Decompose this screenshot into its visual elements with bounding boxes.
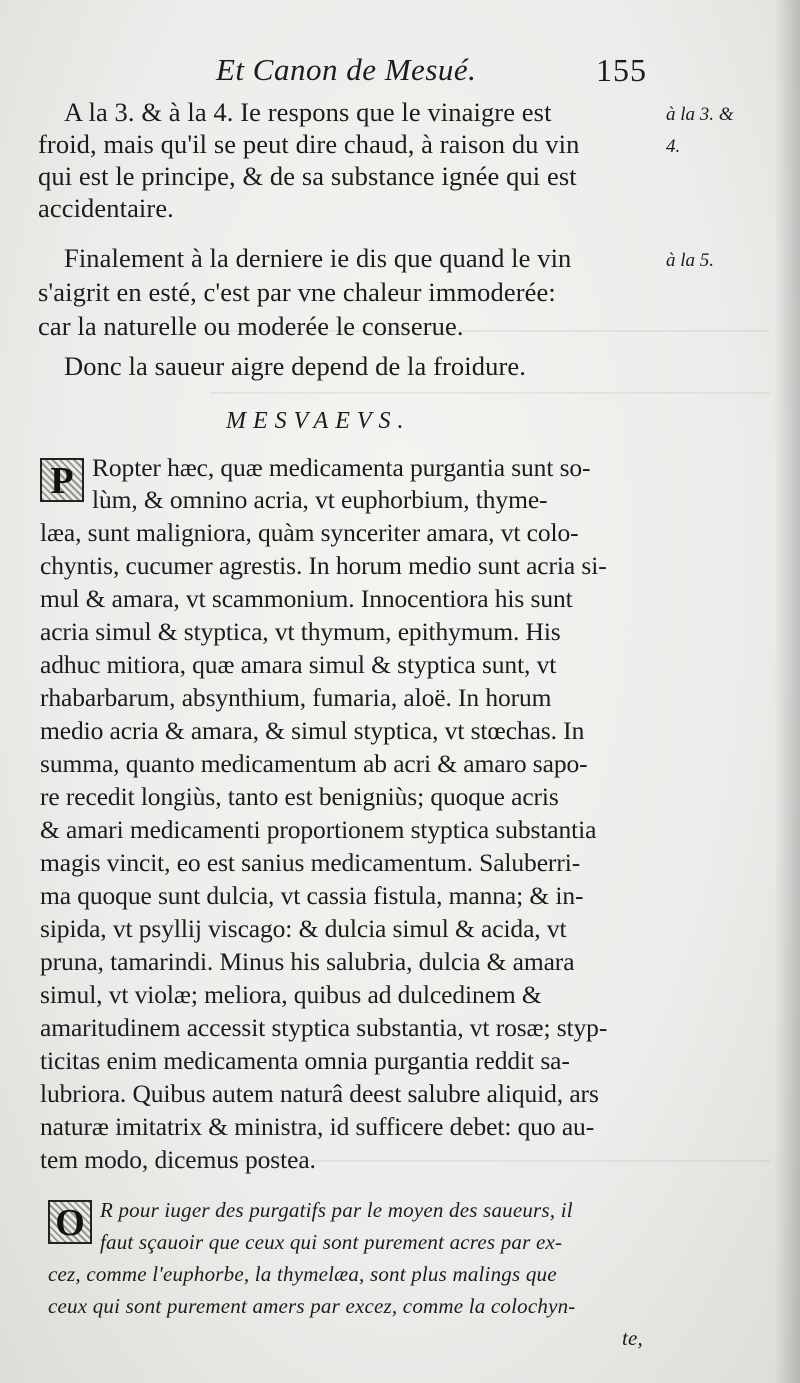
running-title: Et Canon de Mesué.	[216, 52, 477, 87]
text-line: re recedit longiùs, tanto est benigniùs; quoque acris	[40, 782, 559, 811]
page-edge-shadow	[774, 0, 800, 1383]
section-heading: MESVAEVS.	[226, 408, 411, 434]
text-line: sipida, vt psyllij viscago: & dulcia simul & acida, vt	[40, 914, 567, 943]
page-number: 155	[596, 52, 647, 88]
text-line: rhabarbarum, absynthium, fumaria, aloë. In horum	[40, 683, 552, 712]
text-line: ceux qui sont purement amers par excez, comme la colochyn-	[48, 1294, 576, 1318]
decorated-initial-letter: O	[50, 1202, 90, 1242]
text-line: ticitas enim medicamenta omnia purgantia reddit sa-	[40, 1046, 570, 1075]
text-line: naturæ imitatrix & ministra, id sufficere debet: quo au-	[40, 1112, 595, 1141]
text-line: lubriora. Quibus autem naturâ deest salubre aliquid, ars	[40, 1079, 599, 1108]
text-line: car la naturelle ou moderée le conserue.	[38, 311, 464, 341]
margin-note: à la 3. &	[666, 104, 734, 125]
show-through-mark	[210, 392, 770, 394]
text-line: læa, sunt maligniora, quàm synceriter amara, vt colo-	[40, 518, 579, 547]
decorated-initial	[48, 1200, 92, 1244]
text-line: amaritudinem accessit styptica substantia, vt rosæ; styp-	[40, 1013, 608, 1042]
text-line: chyntis, cucumer agrestis. In horum medio sunt acria si-	[40, 551, 607, 580]
running-header	[0, 48, 800, 88]
text-line: Finalement à la derniere ie dis que quand le vin	[64, 243, 572, 273]
margin-note: à la 5.	[666, 250, 715, 271]
text-line: A la 3. & à la 4. Ie respons que le vinaigre est	[64, 97, 552, 127]
text-line: faut sçauoir que ceux qui sont purement acres par ex-	[100, 1230, 563, 1254]
text-line: pruna, tamarindi. Minus his salubria, dulcia & amara	[40, 947, 575, 976]
text-line: R pour iuger des purgatifs par le moyen des saueurs, il	[100, 1198, 573, 1222]
text-line: mul & amara, vt scammonium. Innocentiora his sunt	[40, 584, 573, 613]
decorated-initial	[40, 458, 84, 502]
text-line: accidentaire.	[38, 193, 174, 223]
text-line: Donc la saueur aigre depend de la froidure.	[64, 351, 526, 381]
text-line: te,	[622, 1326, 644, 1350]
text-line: medio acria & amara, & simul styptica, vt stœchas. In	[40, 716, 585, 745]
margin-note: 4.	[666, 136, 681, 157]
text-line: Ropter hæc, quæ medicamenta purgantia sunt so-	[92, 453, 591, 482]
text-line: tem modo, dicemus postea.	[40, 1145, 316, 1174]
text-line: froid, mais qu'il se peut dire chaud, à raison du vin	[38, 129, 580, 159]
text-line: summa, quanto medicamentum ab acri & amaro sapo-	[40, 749, 588, 778]
text-line: acria simul & styptica, vt thymum, epithymum. His	[40, 617, 561, 646]
text-line: s'aigrit en esté, c'est par vne chaleur immoderée:	[38, 277, 556, 307]
text-line: qui est le principe, & de sa substance ignée qui est	[38, 161, 577, 191]
text-line: ma quoque sunt dulcia, vt cassia fistula, manna; & in-	[40, 881, 584, 910]
text-line: & amari medicamenti proportionem styptica substantia	[40, 815, 597, 844]
text-line: cez, comme l'euphorbe, la thymelæa, sont plus malings que	[48, 1262, 557, 1286]
text-line: simul, vt violæ; meliora, quibus ad dulcedinem &	[40, 980, 542, 1009]
text-line: magis vincit, eo est sanius medicamentum. Saluberri-	[40, 848, 581, 877]
text-line: adhuc mitiora, quæ amara simul & styptica sunt, vt	[40, 650, 557, 679]
text-line: lùm, & omnino acria, vt euphorbium, thyme-	[92, 485, 548, 514]
decorated-initial-letter: P	[42, 460, 82, 500]
